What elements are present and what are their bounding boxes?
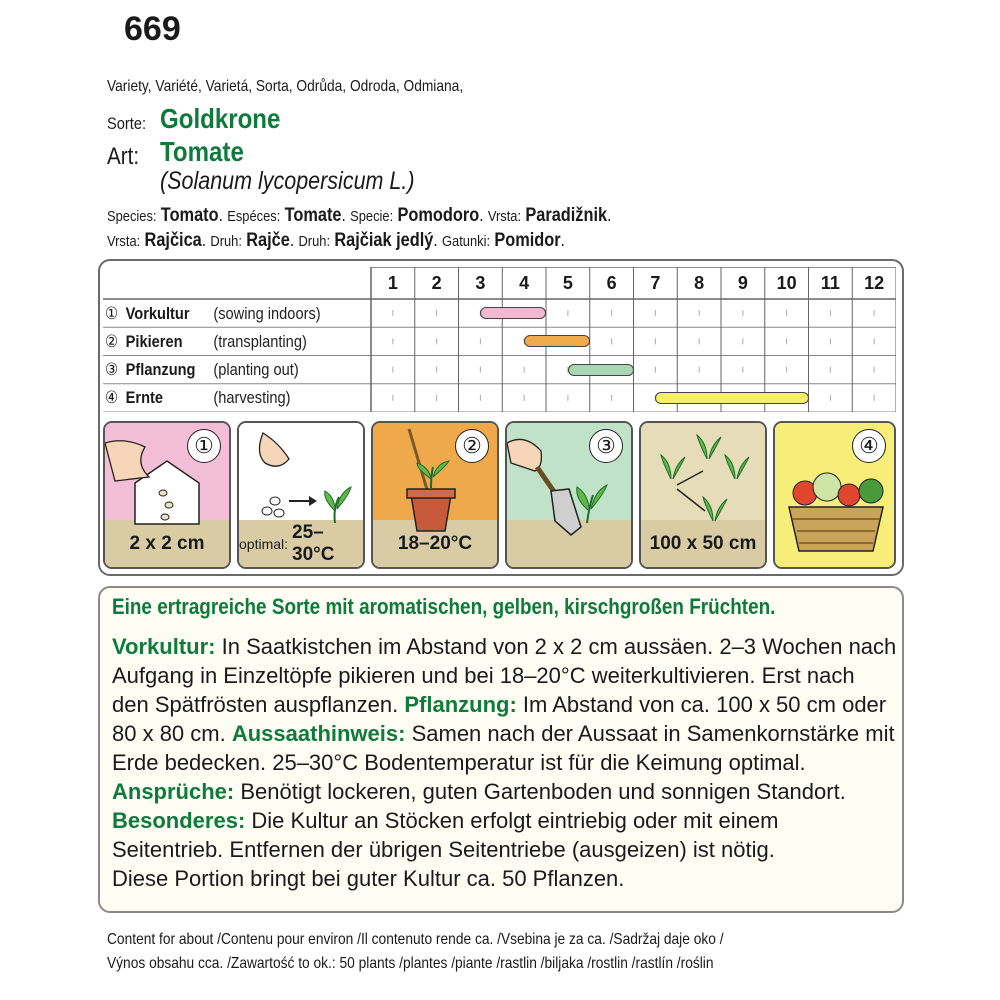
step-label-prefix: optimal:	[239, 535, 289, 552]
step-tile-spacing	[639, 421, 767, 569]
step-tile-harvest	[773, 421, 896, 569]
keyword-ansprueche: Ansprüche:	[112, 779, 235, 804]
step-label: 100 x 50 cm	[649, 532, 757, 554]
species-label: Vrsta:	[107, 233, 141, 250]
row-translation: (planting out)	[213, 360, 299, 379]
step-label	[507, 520, 631, 567]
art-label: Art:	[107, 143, 140, 170]
species-label: Species:	[107, 208, 157, 225]
calendar-row-label	[105, 299, 321, 328]
description-text	[112, 632, 896, 661]
calendar-row-label	[105, 384, 291, 413]
calendar-bar	[524, 335, 590, 347]
calendar-row-label	[105, 356, 299, 385]
description-text-segment: Samen nach der Aussaat in Samenkornstärke mit	[411, 721, 895, 746]
month-header: 6	[606, 272, 617, 293]
footer-content-line-2: Výnos obsahu cca. /Zawartość to ok.: 50 plants /plantes /piante /rastlin /biljaka /rostlin /rastlín /roślin	[107, 955, 714, 972]
step-badge: ④	[852, 429, 886, 463]
description-text-segment: Im Abstand von ca. 100 x 50 cm oder	[522, 692, 887, 717]
row-number: ④	[105, 388, 119, 408]
separator: .	[560, 230, 565, 250]
species-value: Paradižnik	[525, 205, 608, 226]
row-name: Pflanzung	[125, 360, 196, 379]
separator: .	[218, 205, 223, 225]
latin-name: (Solanum lycopersicum L.)	[160, 167, 415, 195]
description-line	[112, 632, 897, 661]
month-header: 7	[650, 272, 661, 293]
description-line	[112, 806, 894, 835]
description-text-segment: den Spätfrösten auspflanzen.	[112, 692, 399, 717]
calendar-bar	[480, 307, 546, 319]
species-label: Specie:	[350, 208, 394, 225]
description-text-segment: Die Kultur an Stöcken erfolgt eintriebig oder mit einem	[251, 808, 779, 833]
species-translations-line-2	[107, 230, 565, 252]
month-header: 5	[562, 272, 573, 293]
month-header: 12	[864, 272, 885, 293]
description-text-segment: In Saatkistchen im Abstand von 2 x 2 cm aussäen. 2–3 Wochen nach	[221, 634, 897, 659]
row-translation: (sowing indoors)	[213, 303, 321, 323]
month-header: 4	[519, 272, 530, 293]
step-badge: ①	[187, 429, 221, 463]
species-translations-line-1	[107, 205, 611, 227]
variety-languages: Variety, Variété, Varietá, Sorta, Odrůda, Odroda, Odmiana,	[107, 78, 464, 95]
species-value: Rajčiak jedlý	[334, 230, 434, 251]
sorte-label: Sorte:	[107, 114, 147, 133]
step-tile-planting-out	[505, 421, 633, 569]
species-value: Rajčica	[144, 230, 202, 251]
variety-code: 669	[124, 10, 181, 48]
keyword-pflanzung: Pflanzung:	[404, 692, 517, 717]
calendar-bar	[655, 392, 808, 404]
row-number: ②	[105, 331, 119, 351]
separator: .	[341, 205, 346, 225]
variety-name: Goldkrone	[160, 103, 281, 134]
description-title: Eine ertragreiche Sorte mit aromatischen, gelben, kirschgroßen Früchten.	[112, 594, 776, 619]
month-header: 10	[776, 272, 797, 293]
step-badge: ③	[589, 429, 623, 463]
step-label	[239, 520, 363, 567]
row-number: ①	[105, 303, 119, 323]
step-label-value: 25–30°C	[292, 521, 335, 565]
step-badge: ②	[455, 429, 489, 463]
separator: .	[201, 230, 207, 250]
species-value: Tomato	[160, 205, 219, 226]
description-line: Aufgang in Einzeltöpfe pikieren und bei 18–20°C weiterkultivieren. Erst nach	[112, 663, 855, 688]
description-text-segment: Benötigt lockeren, guten Gartenboden und sonnigen Standort.	[240, 779, 846, 804]
row-name: Vorkultur	[125, 303, 190, 323]
species-value: Tomate	[284, 205, 342, 226]
row-translation: (harvesting)	[213, 388, 291, 408]
sowing-calendar	[103, 267, 896, 412]
species-value: Pomidor	[494, 230, 561, 251]
month-header: 8	[694, 272, 705, 293]
species-label: Druh:	[298, 233, 331, 250]
species-label: Druh:	[210, 233, 242, 250]
description-line	[112, 719, 894, 748]
species-name: Tomate	[160, 136, 244, 167]
description-line: Erde bedecken. 25–30°C Bodentemperatur ist für die Keimung optimal.	[112, 750, 806, 775]
keyword-aussaathinweis: Aussaathinweis:	[231, 721, 406, 746]
separator: .	[433, 230, 438, 250]
description-line	[112, 690, 894, 719]
step-tile-sowing	[103, 421, 231, 569]
month-header: 9	[737, 272, 748, 293]
description-line: Diese Portion bringt bei guter Kultur ca. 50 Pflanzen.	[112, 866, 625, 891]
species-label: Vrsta:	[487, 208, 522, 225]
species-value: Pomodoro	[397, 205, 480, 226]
row-translation: (transplanting)	[213, 331, 307, 351]
species-label: Gatunki:	[441, 233, 491, 250]
species-value: Rajče	[246, 230, 290, 251]
step-tile-germination	[237, 421, 365, 569]
calendar-bar	[568, 364, 634, 376]
row-number: ③	[105, 360, 119, 379]
separator: .	[607, 205, 612, 225]
keyword-besonderes: Besonderes:	[112, 808, 246, 833]
month-header: 1	[387, 272, 398, 293]
row-name: Ernte	[125, 388, 164, 408]
footer-content-line-1: Content for about /Contenu pour environ /Il contenuto rende ca. /Vsebina je za ca. /Sadržaj daje oko /	[107, 931, 724, 948]
step-label: 2 x 2 cm	[129, 532, 205, 554]
month-header: 3	[475, 272, 486, 293]
species-label: Espéces:	[227, 208, 281, 225]
keyword-vorkultur: Vorkultur:	[112, 634, 216, 659]
step-label: 18–20°C	[397, 532, 473, 554]
row-name: Pikieren	[125, 331, 183, 351]
month-header: 11	[820, 272, 840, 293]
description-line	[112, 777, 894, 806]
calendar-row-label	[105, 327, 307, 356]
description-line: Seitentrieb. Entfernen der übrigen Seitentriebe (ausgeizen) ist nötig.	[112, 837, 775, 862]
description-text-segment: 80 x 80 cm.	[112, 721, 226, 746]
separator: .	[479, 205, 484, 225]
separator: .	[289, 230, 295, 250]
step-tile-pricking-out	[371, 421, 499, 569]
month-header: 2	[431, 272, 442, 293]
